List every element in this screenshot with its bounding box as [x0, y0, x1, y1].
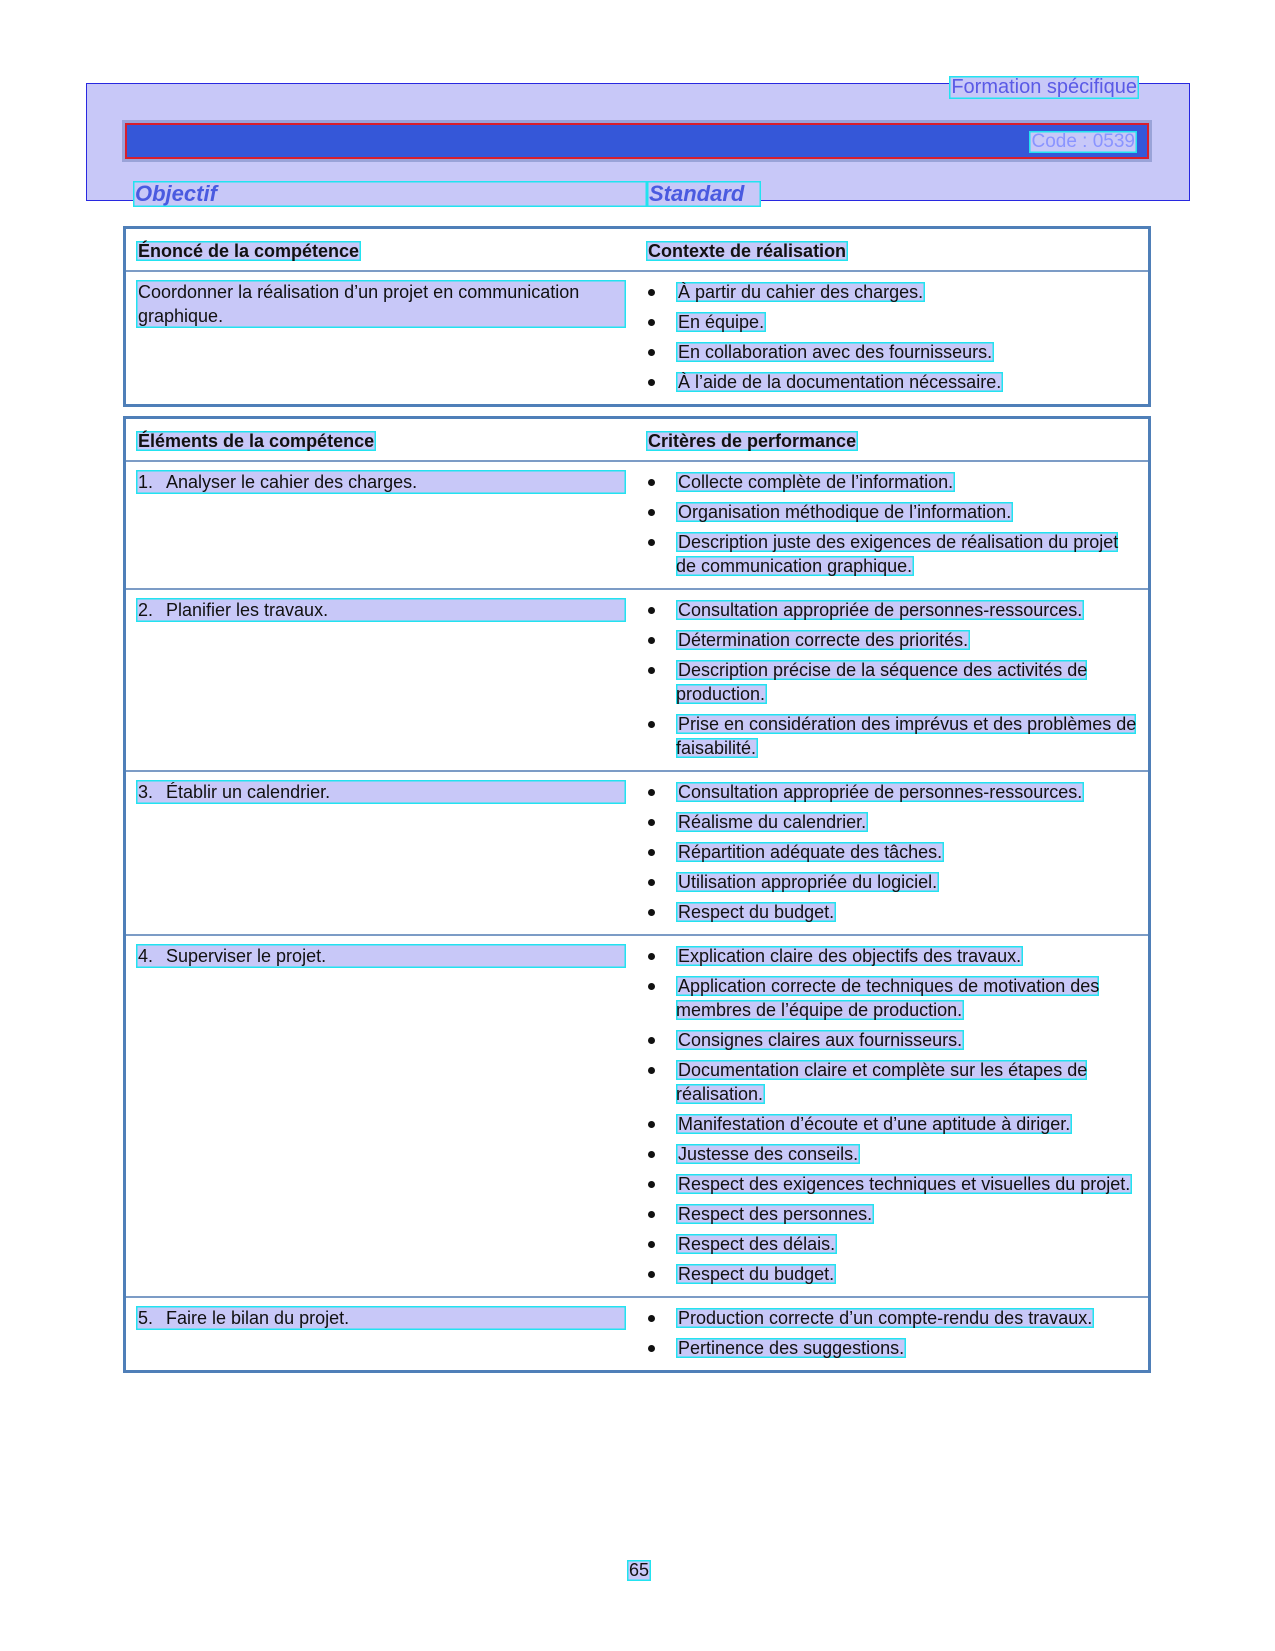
contexte-text: À l’aide de la documentation nécessaire. [678, 372, 1002, 392]
criteres-heading: Critères de performance [648, 431, 857, 451]
element-cell [125, 1297, 637, 1372]
bullet-icon [648, 909, 655, 916]
criteria-text: Respect du budget. [678, 1264, 835, 1284]
criteria-item [646, 944, 1138, 968]
standard-label: Standard [647, 181, 761, 207]
criteria-item [646, 530, 1138, 578]
element-text: Faire le bilan du projet. [166, 1308, 350, 1328]
criteria-item [646, 1058, 1138, 1106]
criteria-list [646, 780, 1138, 924]
criteria-item [646, 1232, 1138, 1256]
bullet-icon [648, 879, 655, 886]
bullet-icon [648, 789, 655, 796]
criteria-list [646, 944, 1138, 1286]
bullet-icon [648, 637, 655, 644]
element-number: 1. [138, 472, 154, 492]
elements-heading: Éléments de la compétence [138, 431, 375, 451]
bullet-icon [648, 983, 655, 990]
criteres-heading-cell [636, 418, 1150, 462]
bullet-icon [648, 1121, 655, 1128]
criteria-item [646, 1112, 1138, 1136]
bullet-icon [648, 1037, 655, 1044]
element-number: 4. [138, 946, 154, 966]
bullet-icon [648, 379, 655, 386]
criteria-text: Utilisation appropriée du logiciel. [678, 872, 938, 892]
element-cell [125, 461, 637, 589]
criteria-text: Organisation méthodique de l’information. [678, 502, 1012, 522]
elements-table [123, 416, 1151, 1373]
criteria-item [646, 900, 1138, 924]
page-number: 65 [629, 1560, 650, 1580]
criteria-text: Documentation claire et complète sur les étapes de réalisation. [676, 1060, 1088, 1104]
criteria-item [646, 1028, 1138, 1052]
bullet-icon [648, 319, 655, 326]
element-cell [125, 771, 637, 935]
contexte-list [646, 280, 1138, 394]
criteria-text: Description juste des exigences de réalisation du projet de communication graphique. [676, 532, 1119, 576]
criteria-text: Respect du budget. [678, 902, 835, 922]
element-item [136, 780, 626, 804]
bullet-icon [648, 289, 655, 296]
contexte-text: En collaboration avec des fournisseurs. [678, 342, 993, 362]
element-cell [125, 589, 637, 771]
criteria-item [646, 598, 1138, 622]
criteria-text: Prise en considération des imprévus et des problèmes de faisabilité. [676, 714, 1137, 758]
bullet-icon [648, 1181, 655, 1188]
bullet-icon [648, 667, 655, 674]
criteria-text: Respect des délais. [678, 1234, 836, 1254]
enonce-table [123, 226, 1151, 407]
criteria-item [646, 470, 1138, 494]
element-item [136, 1306, 626, 1330]
element-row [125, 935, 1150, 1297]
element-number: 2. [138, 600, 154, 620]
header-band [86, 76, 1190, 206]
criteria-text: Détermination correcte des priorités. [678, 630, 969, 650]
criteria-item [646, 1336, 1138, 1360]
element-text: Établir un calendrier. [166, 782, 331, 802]
element-text: Superviser le projet. [166, 946, 327, 966]
criteria-item [646, 1142, 1138, 1166]
criteria-text: Manifestation d’écoute et d’une aptitude à diriger. [678, 1114, 1071, 1134]
bullet-icon [648, 607, 655, 614]
criteria-text: Consultation appropriée de personnes-ressources. [678, 782, 1083, 802]
criteria-text: Réalisme du calendrier. [678, 812, 867, 832]
element-text: Analyser le cahier des charges. [166, 472, 418, 492]
criteria-text: Production correcte d’un compte-rendu des travaux. [678, 1308, 1093, 1328]
contexte-item [646, 370, 1138, 394]
criteria-item [646, 628, 1138, 652]
competence-cell [125, 271, 637, 406]
bullet-icon [648, 1271, 655, 1278]
bullet-icon [648, 1211, 655, 1218]
competence-statement: Coordonner la réalisation d’un projet en communication graphique. [136, 280, 626, 328]
element-item [136, 470, 626, 494]
code-label: Code : 0539 [1031, 131, 1135, 152]
element-item [136, 944, 626, 968]
bullet-icon [648, 539, 655, 546]
criteria-text: Répartition adéquate des tâches. [678, 842, 943, 862]
criteria-item [646, 870, 1138, 894]
element-number: 3. [138, 782, 154, 802]
contexte-item [646, 280, 1138, 304]
criteria-text: Respect des exigences techniques et visuelles du projet. [678, 1174, 1131, 1194]
criteria-cell [636, 935, 1150, 1297]
criteria-item [646, 500, 1138, 524]
bullet-icon [648, 1067, 655, 1074]
bullet-icon [648, 953, 655, 960]
contexte-text: En équipe. [678, 312, 765, 332]
criteria-item [646, 780, 1138, 804]
criteria-item [646, 1202, 1138, 1226]
element-row [125, 589, 1150, 771]
bullet-icon [648, 509, 655, 516]
element-item [136, 598, 626, 622]
bullet-icon [648, 1151, 655, 1158]
criteria-item [646, 974, 1138, 1022]
element-cell [125, 935, 637, 1297]
bullet-icon [648, 1315, 655, 1322]
criteria-text: Consignes claires aux fournisseurs. [678, 1030, 963, 1050]
criteria-text: Description précise de la séquence des activités de production. [676, 660, 1088, 704]
enonce-heading: Énoncé de la compétence [138, 241, 360, 261]
criteria-cell [636, 589, 1150, 771]
objectif-label: Objectif [133, 181, 647, 207]
criteria-text: Explication claire des objectifs des travaux. [678, 946, 1022, 966]
contexte-text: À partir du cahier des charges. [678, 282, 924, 302]
criteria-text: Pertinence des suggestions. [678, 1338, 905, 1358]
bullet-icon [648, 1241, 655, 1248]
code-bar [125, 123, 1149, 159]
contexte-item [646, 340, 1138, 364]
criteria-item [646, 810, 1138, 834]
contexte-item [646, 310, 1138, 334]
criteria-text: Respect des personnes. [678, 1204, 873, 1224]
criteria-text: Consultation appropriée de personnes-ressources. [678, 600, 1083, 620]
criteria-list [646, 1306, 1138, 1360]
contexte-heading: Contexte de réalisation [648, 241, 847, 261]
enonce-heading-cell [125, 228, 637, 272]
criteria-list [646, 470, 1138, 578]
criteria-cell [636, 771, 1150, 935]
bullet-icon [648, 1345, 655, 1352]
criteria-item [646, 658, 1138, 706]
contexte-cell [636, 271, 1150, 406]
bullet-icon [648, 479, 655, 486]
criteria-item [646, 1172, 1138, 1196]
element-number: 5. [138, 1308, 154, 1328]
criteria-item [646, 712, 1138, 760]
criteria-text: Justesse des conseils. [678, 1144, 859, 1164]
criteria-item [646, 1306, 1138, 1330]
criteria-list [646, 598, 1138, 760]
element-row [125, 771, 1150, 935]
bullet-icon [648, 819, 655, 826]
element-row [125, 1297, 1150, 1372]
criteria-text: Collecte complète de l’information. [678, 472, 954, 492]
criteria-cell [636, 461, 1150, 589]
elements-heading-cell [125, 418, 637, 462]
element-text: Planifier les travaux. [166, 600, 329, 620]
header-title: Formation spécifique [951, 76, 1137, 98]
criteria-item [646, 840, 1138, 864]
element-row [125, 461, 1150, 589]
criteria-item [646, 1262, 1138, 1286]
criteria-cell [636, 1297, 1150, 1372]
contexte-heading-cell [636, 228, 1150, 272]
bullet-icon [648, 721, 655, 728]
bullet-icon [648, 849, 655, 856]
bullet-icon [648, 349, 655, 356]
criteria-text: Application correcte de techniques de motivation des membres de l’équipe de production. [676, 976, 1100, 1020]
